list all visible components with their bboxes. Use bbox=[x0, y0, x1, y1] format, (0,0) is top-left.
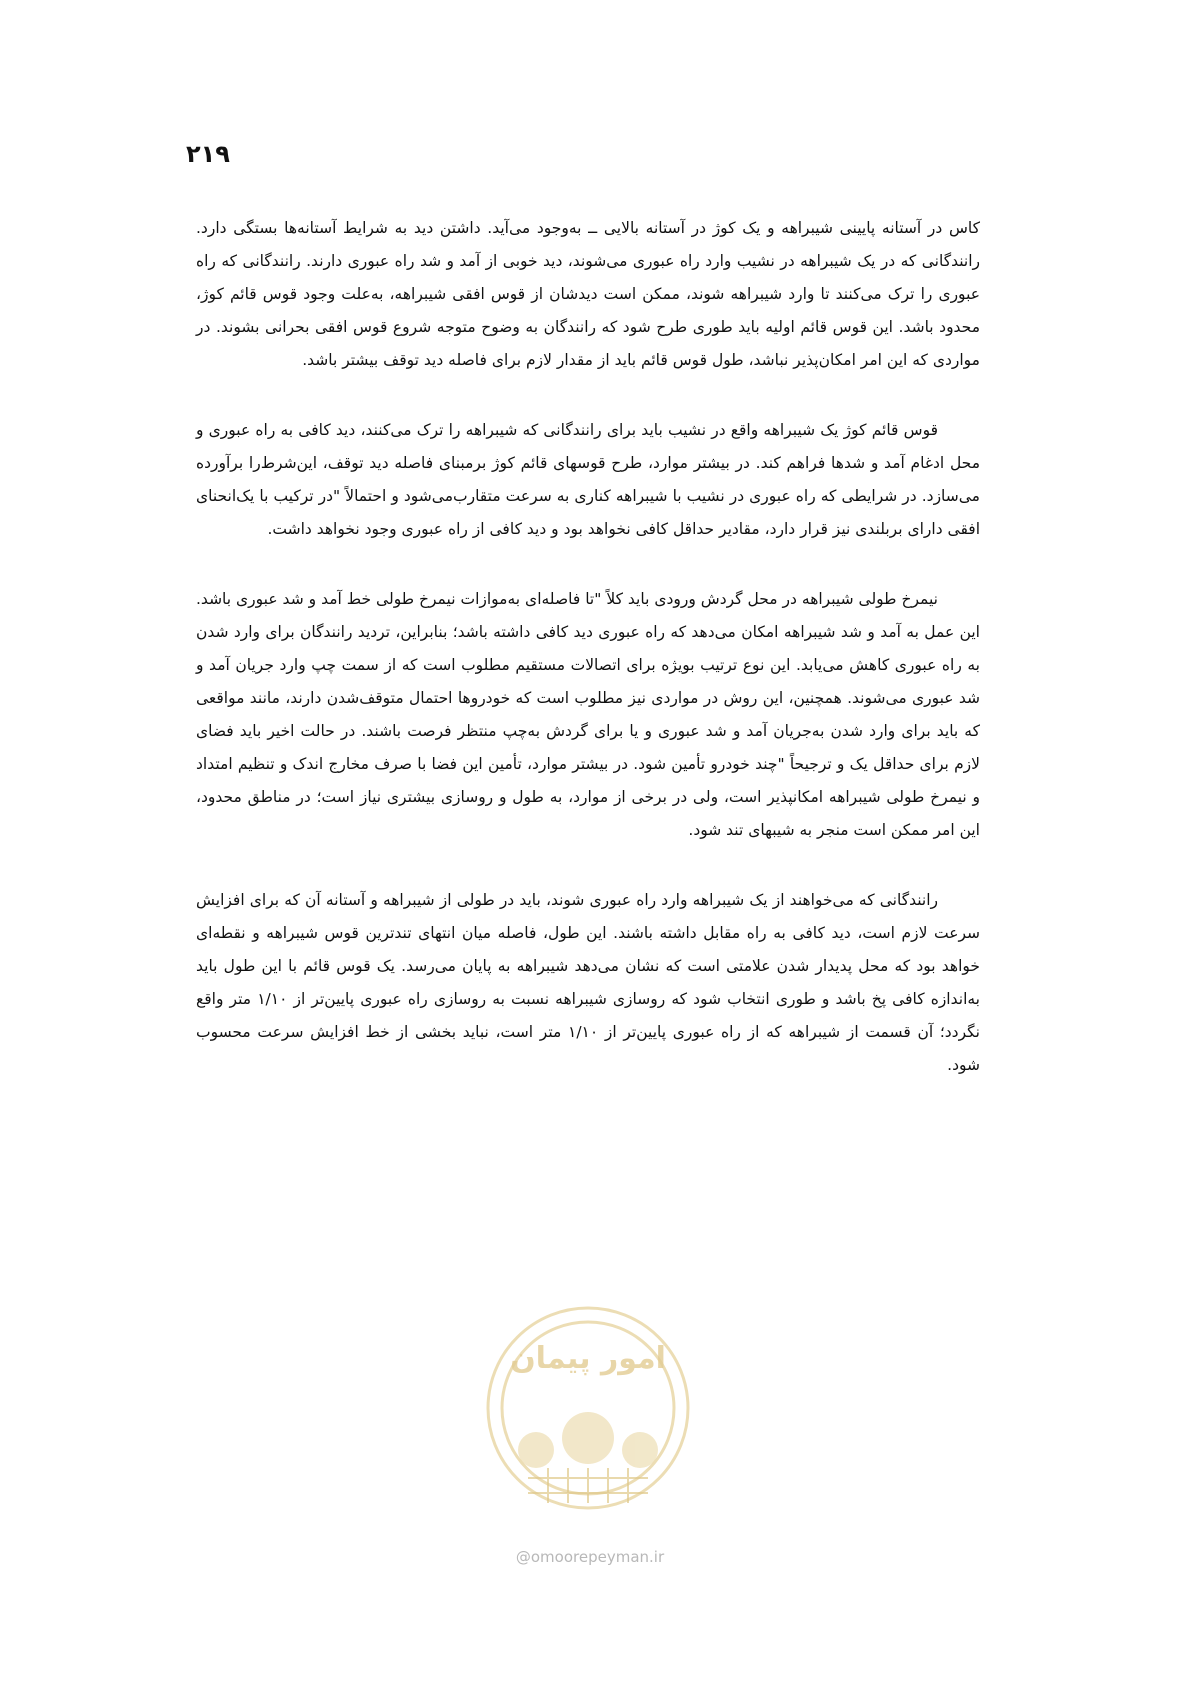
watermark-url: @omoorepeyman.ir bbox=[515, 1548, 665, 1566]
watermark-logo bbox=[478, 1288, 698, 1538]
paragraph-3: نیمرخ طولی شیبراهه در محل گردش ورودی باید کلاً "تا فاصله‌ای به‌موازات نیمرخ طولی خط آمد و شد عبوری باشد. این عمل به آمد و شد شیبراهه امکان می‌دهد که راه عبوری دید کافی داشته باشد؛ بنابراین، تردید رانندگان برای وارد شدن به راه عبوری کاهش می‌یابد. این نوع ترتیب بویژه برای اتصالات مستقیم مطلوب است که از سمت چپ وارد جریان آمد و شد عبوری می‌شوند. همچنین، این روش در مواردی نیز مطلوب است که خودروها احتمال متوقف‌شدن دارند، مانند مواقعی که باید برای وارد شدن به‌جریان آمد و شد عبوری و یا برای گردش به‌چپ منتظر فرصت باشند. در حالت اخیر باید فضای لازم برای حداقل یک و ترجیحاً "چند خودرو تأمین شود. در بیشتر موارد، تأمین این فضا با صرف مخارج اندک و تنظیم امتداد و نیمرخ طولی شیبراهه امکانپذیر است، ولی در برخی از موارد، به طول و روسازی بیشتری نیاز است؛ در مناطق محدود، این امر ممکن است منجر به شیبهای تند شود. bbox=[196, 590, 980, 839]
watermark-brand-text: امور پیمان bbox=[510, 1341, 666, 1376]
page-number: ۲۱۹ bbox=[186, 140, 230, 168]
paragraph-1: کاس در آستانه پایینی شیبراهه و یک کوژ در آستانه بالایی ــ به‌وجود می‌آید. داشتن دید به شرایط آستانه‌ها بستگی دارد. رانندگانی که در یک شیبراهه در نشیب وارد راه عبوری می‌شوند، دید خوبی از آمد و شد راه عبوری دارند. رانندگانی که راه عبوری را ترک می‌کنند تا وارد شیبراهه شوند، ممکن است دیدشان از قوس افقی شیبراهه، به‌علت وجود قوس قائم کوژ، محدود باشد. این قوس قائم اولیه باید طوری طرح شود که رانندگان به وضوح متوجه شروع قوس افقی بحرانی بشوند. در مواردی که این امر امکان‌پذیر نباشد، طول قوس قائم باید از مقدار لازم برای فاصله دید توقف بیشتر باشد. bbox=[196, 219, 980, 369]
paragraph-4: رانندگانی که می‌خواهند از یک شیبراهه وارد راه عبوری شوند، باید در طولی از شیبراهه و آستانه آن که برای افزایش سرعت لازم است، دید کافی به راه مقابل داشته باشند. این طول، فاصله میان انتهای تندترین قوس شیبراهه و نقطه‌ای خواهد بود که محل پدیدار شدن علامتی است که نشان می‌دهد شیبراهه به پایان می‌رسد. یک قوس قائم با این طول باید به‌اندازه کافی پخ باشد و طوری انتخاب شود که روسازی شیبراهه نسبت به روسازی راه عبوری پایین‌تر از ۱/۱۰ متر واقع نگردد؛ آن قسمت از شیبراهه که از راه عبوری پایین‌تر از ۱/۱۰ متر است، نباید بخشی از خط افزایش سرعت محسوب شود. bbox=[196, 891, 980, 1074]
page-body bbox=[196, 212, 980, 1119]
gear-icon bbox=[562, 1412, 614, 1464]
paragraph-2: قوس قائم کوژ یک شیبراهه واقع در نشیب باید برای رانندگانی که شیبراهه را ترک می‌کنند، دید کافی به راه عبوری و محل ادغام آمد و شدها فراهم کند. در بیشتر موارد، طرح قوسهای قائم کوژ برمبنای فاصله دید توقف، این‌شرط‌را برآورده می‌سازد. در شرایطی که راه عبوری در نشیب با شیبراهه کناری به سرعت متقارب‌می‌شود و احتمالاً "در ترکیب با یک‌انحنای افقی دارای بربلندی نیز قرار دارد، مقادیر حداقل کافی نخواهد بود و دید کافی از راه عبوری وجود نخواهد داشت. bbox=[196, 421, 980, 538]
